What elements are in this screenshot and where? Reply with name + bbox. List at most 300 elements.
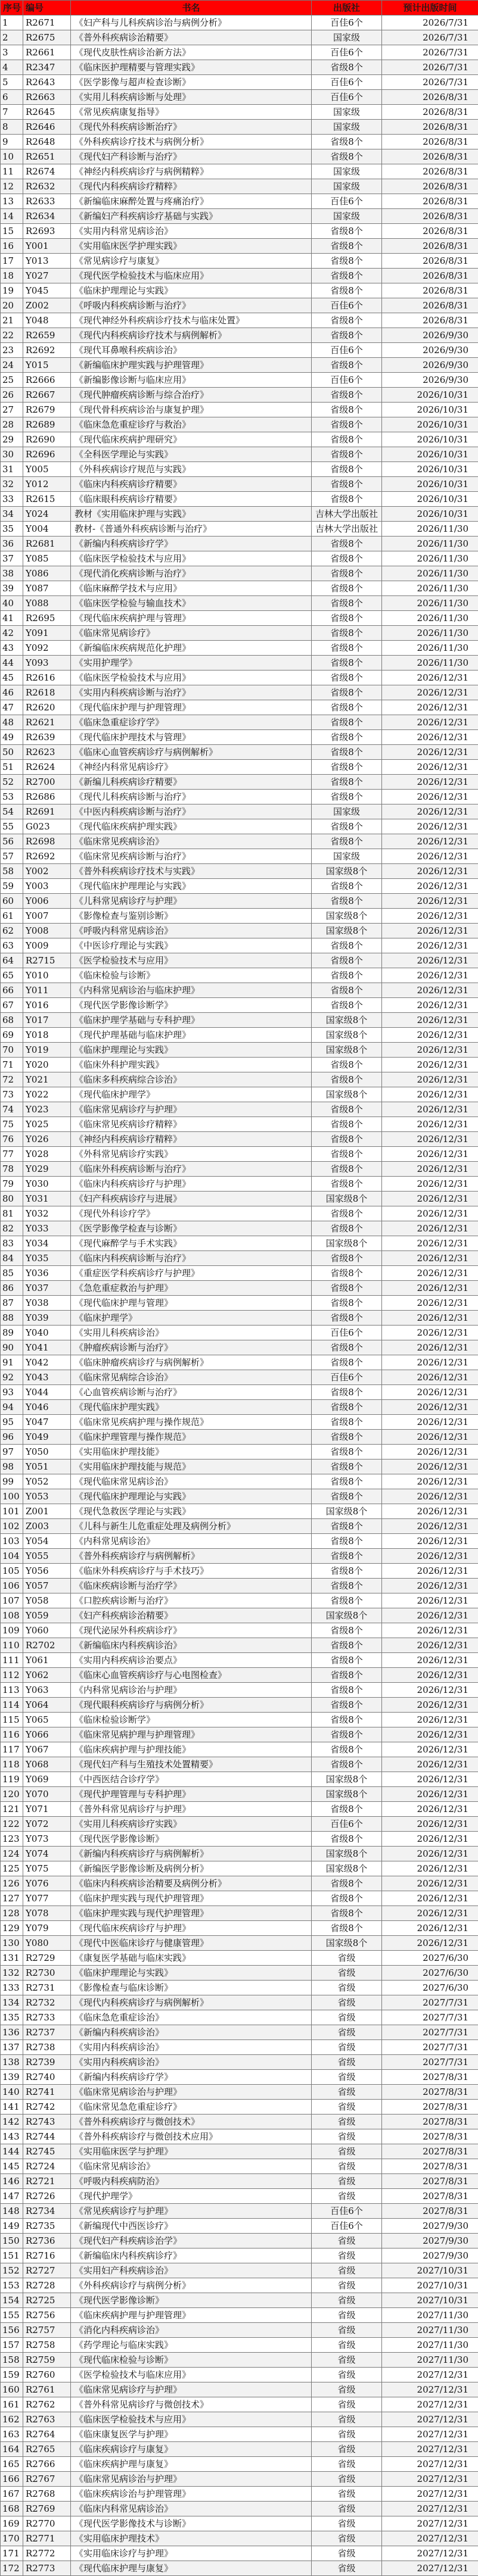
cell-publisher[interactable]: 省级 <box>312 2293 382 2308</box>
cell-code[interactable]: Y012 <box>23 477 71 492</box>
cell-no[interactable]: 167 <box>1 2487 23 2502</box>
cell-no[interactable]: 127 <box>1 1891 23 1906</box>
table-row[interactable] <box>1 1072 478 1087</box>
cell-title[interactable]: 《普外科疾病诊治精要》 <box>71 30 312 45</box>
cell-no[interactable]: 52 <box>1 775 23 790</box>
cell-publisher[interactable]: 省级 <box>312 2129 382 2144</box>
cell-code[interactable]: Y048 <box>23 313 71 328</box>
table-row[interactable] <box>1 775 478 790</box>
cell-code[interactable]: Y010 <box>23 968 71 983</box>
cell-no[interactable]: 18 <box>1 269 23 283</box>
cell-publisher[interactable]: 省级 <box>312 2546 382 2561</box>
table-row[interactable] <box>1 1445 478 1459</box>
cell-publisher[interactable]: 省级8个 <box>312 1876 382 1891</box>
table-row[interactable] <box>1 45 478 60</box>
table-row[interactable] <box>1 373 478 388</box>
cell-publisher[interactable]: 国家级 <box>312 804 382 819</box>
table-row[interactable] <box>1 2412 478 2427</box>
cell-publisher[interactable]: 省级8个 <box>312 1579 382 1593</box>
cell-date[interactable]: 2027/10/31 <box>382 2293 478 2308</box>
cell-publisher[interactable]: 省级8个 <box>312 879 382 894</box>
table-row[interactable] <box>1 358 478 373</box>
cell-publisher[interactable]: 省级 <box>312 1966 382 1981</box>
cell-no[interactable]: 137 <box>1 2040 23 2055</box>
table-row[interactable] <box>1 2248 478 2263</box>
cell-no[interactable]: 38 <box>1 566 23 581</box>
cell-publisher[interactable]: 省级8个 <box>312 358 382 373</box>
cell-no[interactable]: 171 <box>1 2546 23 2561</box>
cell-publisher[interactable]: 省级 <box>312 2412 382 2427</box>
table-row[interactable] <box>1 15 478 30</box>
cell-no[interactable]: 121 <box>1 1802 23 1817</box>
cell-title[interactable]: 《临床常见疾病诊断与治疗》 <box>71 849 312 864</box>
cell-title[interactable]: 《新编妇产科疾病诊疗基础与实践》 <box>71 209 312 224</box>
cell-no[interactable]: 69 <box>1 1028 23 1043</box>
cell-no[interactable]: 122 <box>1 1817 23 1832</box>
cell-title[interactable]: 《实用临床诊疗与护理》 <box>71 2546 312 2561</box>
cell-no[interactable]: 4 <box>1 60 23 75</box>
cell-title[interactable]: 《临床检验与诊断》 <box>71 968 312 983</box>
cell-publisher[interactable]: 省级8个 <box>312 656 382 670</box>
cell-publisher[interactable]: 省级8个 <box>312 1727 382 1742</box>
cell-code[interactable]: R2618 <box>23 685 71 700</box>
cell-code[interactable]: R2742 <box>23 2100 71 2115</box>
cell-code[interactable]: R2741 <box>23 2085 71 2100</box>
table-row[interactable] <box>1 998 478 1013</box>
table-row[interactable] <box>1 164 478 179</box>
cell-no[interactable]: 5 <box>1 75 23 90</box>
cell-date[interactable]: 2026/11/30 <box>382 537 478 551</box>
table-row[interactable] <box>1 1519 478 1534</box>
cell-date[interactable]: 2026/12/31 <box>382 983 478 998</box>
cell-no[interactable]: 124 <box>1 1847 23 1861</box>
cell-title[interactable]: 《新编影像诊断与临床应用》 <box>71 373 312 388</box>
cell-no[interactable]: 102 <box>1 1519 23 1534</box>
cell-code[interactable]: Y007 <box>23 909 71 924</box>
cell-no[interactable]: 76 <box>1 1132 23 1147</box>
cell-no[interactable]: 10 <box>1 149 23 164</box>
cell-date[interactable]: 2026/10/31 <box>382 507 478 522</box>
table-row[interactable] <box>1 1266 478 1281</box>
table-row[interactable] <box>1 90 478 105</box>
cell-code[interactable]: R2679 <box>23 403 71 417</box>
cell-title[interactable]: 《现代皮肤性病诊治新方法》 <box>71 45 312 60</box>
table-row[interactable] <box>1 953 478 968</box>
cell-title[interactable]: 《现代耳鼻喉科疾病诊治》 <box>71 343 312 358</box>
cell-no[interactable]: 63 <box>1 938 23 953</box>
cell-publisher[interactable]: 省级8个 <box>312 1400 382 1415</box>
cell-publisher[interactable]: 省级8个 <box>312 745 382 760</box>
cell-title[interactable]: 《妇产科与儿科疾病诊治与病例分析》 <box>71 15 312 30</box>
cell-title[interactable]: 《医学影像与超声检查诊断》 <box>71 75 312 90</box>
table-row[interactable] <box>1 2010 478 2025</box>
cell-date[interactable]: 2026/12/31 <box>382 938 478 953</box>
cell-date[interactable]: 2026/11/30 <box>382 596 478 611</box>
cell-title[interactable]: 《现代护理基础与临床护理》 <box>71 1028 312 1043</box>
cell-title[interactable]: 《临床护理学》 <box>71 1311 312 1326</box>
cell-no[interactable]: 135 <box>1 2010 23 2025</box>
cell-code[interactable]: R2692 <box>23 849 71 864</box>
cell-no[interactable]: 155 <box>1 2308 23 2323</box>
cell-title[interactable]: 《新编内科疾病诊治》 <box>71 2025 312 2040</box>
cell-no[interactable]: 51 <box>1 760 23 775</box>
cell-date[interactable]: 2026/12/31 <box>382 670 478 685</box>
table-row[interactable] <box>1 1534 478 1549</box>
table-row[interactable] <box>1 1772 478 1787</box>
cell-no[interactable]: 169 <box>1 2516 23 2531</box>
cell-publisher[interactable]: 省级8个 <box>312 388 382 403</box>
cell-date[interactable]: 2026/12/31 <box>382 1415 478 1430</box>
cell-code[interactable]: R2724 <box>23 2159 71 2174</box>
table-row[interactable] <box>1 1906 478 1921</box>
cell-title[interactable]: 《现代消化疾病诊断与治疗》 <box>71 566 312 581</box>
cell-publisher[interactable]: 省级8个 <box>312 1549 382 1564</box>
table-row[interactable] <box>1 1489 478 1504</box>
cell-publisher[interactable]: 省级8个 <box>312 1117 382 1132</box>
cell-date[interactable]: 2026/12/31 <box>382 1534 478 1549</box>
cell-publisher[interactable]: 省级8个 <box>312 1415 382 1430</box>
cell-code[interactable]: R2690 <box>23 432 71 447</box>
cell-no[interactable]: 92 <box>1 1370 23 1385</box>
cell-publisher[interactable]: 省级8个 <box>312 1311 382 1326</box>
cell-date[interactable]: 2027/7/31 <box>382 2055 478 2070</box>
cell-date[interactable]: 2026/12/31 <box>382 1281 478 1296</box>
cell-title[interactable]: 《医学影像学检查与诊断》 <box>71 1221 312 1236</box>
table-row[interactable] <box>1 670 478 685</box>
cell-date[interactable]: 2026/11/30 <box>382 566 478 581</box>
table-row[interactable] <box>1 2338 478 2353</box>
cell-date[interactable]: 2027/8/31 <box>382 2204 478 2219</box>
cell-code[interactable]: Y008 <box>23 924 71 938</box>
cell-title[interactable]: 《新编临床麻醉处置与疼痛治疗》 <box>71 194 312 209</box>
cell-publisher[interactable]: 省级 <box>312 2338 382 2353</box>
cell-title[interactable]: 《现代临床疾病护理与管理》 <box>71 611 312 626</box>
cell-title[interactable]: 《现代临床疾病护理实践》 <box>71 819 312 834</box>
cell-publisher[interactable]: 省级8个 <box>312 760 382 775</box>
cell-title[interactable]: 《医学检验技术与临床应用》 <box>71 2368 312 2382</box>
cell-publisher[interactable]: 国家级 <box>312 30 382 45</box>
cell-no[interactable]: 168 <box>1 2502 23 2516</box>
cell-date[interactable]: 2026/7/31 <box>382 75 478 90</box>
cell-code[interactable]: Y071 <box>23 1802 71 1817</box>
table-row[interactable] <box>1 1340 478 1355</box>
table-row[interactable] <box>1 1013 478 1028</box>
cell-title[interactable]: 《现代中医临床诊疗与健康管理》 <box>71 1936 312 1951</box>
cell-publisher[interactable]: 省级 <box>312 2025 382 2040</box>
cell-date[interactable]: 2026/12/31 <box>382 745 478 760</box>
cell-code[interactable]: Y017 <box>23 1013 71 1028</box>
cell-publisher[interactable]: 省级8个 <box>312 1177 382 1192</box>
cell-publisher[interactable]: 省级 <box>312 2487 382 2502</box>
cell-no[interactable]: 91 <box>1 1355 23 1370</box>
table-row[interactable] <box>1 403 478 417</box>
cell-publisher[interactable]: 省级8个 <box>312 700 382 715</box>
cell-code[interactable]: R2621 <box>23 715 71 730</box>
cell-title[interactable]: 《神经内科常见病诊疗》 <box>71 760 312 775</box>
cell-no[interactable]: 64 <box>1 953 23 968</box>
cell-date[interactable]: 2026/11/30 <box>382 522 478 537</box>
table-row[interactable] <box>1 1981 478 1995</box>
cell-title[interactable]: 《现代泌尿外科疾病诊疗》 <box>71 1623 312 1638</box>
cell-publisher[interactable]: 省级8个 <box>312 1638 382 1653</box>
cell-publisher[interactable]: 省级8个 <box>312 566 382 581</box>
cell-publisher[interactable]: 省级8个 <box>312 1459 382 1474</box>
cell-date[interactable]: 2027/6/30 <box>382 1981 478 1995</box>
cell-code[interactable]: Y026 <box>23 1132 71 1147</box>
cell-code[interactable]: Y066 <box>23 1727 71 1742</box>
cell-date[interactable]: 2027/12/31 <box>382 2472 478 2487</box>
cell-code[interactable]: Y064 <box>23 1698 71 1713</box>
cell-no[interactable]: 107 <box>1 1593 23 1608</box>
cell-date[interactable]: 2026/12/31 <box>382 1579 478 1593</box>
cell-publisher[interactable]: 百佳6个 <box>312 194 382 209</box>
cell-no[interactable]: 59 <box>1 879 23 894</box>
cell-title[interactable]: 《现代神经外科疾病诊疗技术与临床处置》 <box>71 313 312 328</box>
cell-code[interactable]: Y080 <box>23 1936 71 1951</box>
cell-publisher[interactable]: 百佳6个 <box>312 75 382 90</box>
cell-date[interactable]: 2026/12/31 <box>382 790 478 804</box>
cell-date[interactable]: 2027/6/30 <box>382 1951 478 1966</box>
table-row[interactable] <box>1 2516 478 2531</box>
cell-no[interactable]: 16 <box>1 239 23 254</box>
cell-code[interactable]: R2643 <box>23 75 71 90</box>
table-row[interactable] <box>1 1593 478 1608</box>
cell-code[interactable]: Y035 <box>23 1251 71 1266</box>
cell-title[interactable]: 《呼吸内科常见病诊治》 <box>71 924 312 938</box>
cell-date[interactable]: 2027/7/31 <box>382 2040 478 2055</box>
table-row[interactable] <box>1 745 478 760</box>
cell-publisher[interactable]: 省级8个 <box>312 1921 382 1936</box>
cell-date[interactable]: 2026/12/31 <box>382 1251 478 1266</box>
cell-date[interactable]: 2026/12/31 <box>382 819 478 834</box>
cell-title[interactable]: 《妇产科疾病诊疗与进展》 <box>71 1192 312 1206</box>
cell-title[interactable]: 《实用内科疾病诊断与治疗》 <box>71 685 312 700</box>
cell-title[interactable]: 《临床急危重症诊治》 <box>71 2010 312 2025</box>
cell-publisher[interactable]: 省级8个 <box>312 1385 382 1400</box>
cell-date[interactable]: 2027/6/30 <box>382 1966 478 1981</box>
cell-publisher[interactable]: 省级8个 <box>312 239 382 254</box>
cell-title[interactable]: 《临床疾病护理与护理技能》 <box>71 1742 312 1757</box>
cell-code[interactable]: R2738 <box>23 2040 71 2055</box>
cell-title[interactable]: 《临床医护理精要与管理实践》 <box>71 60 312 75</box>
cell-date[interactable]: 2027/8/31 <box>382 2070 478 2085</box>
table-row[interactable] <box>1 1132 478 1147</box>
cell-code[interactable]: Y034 <box>23 1236 71 1251</box>
cell-title[interactable]: 《现代妇产科诊断与治疗》 <box>71 149 312 164</box>
cell-publisher[interactable]: 省级8个 <box>312 551 382 566</box>
table-row[interactable] <box>1 2397 478 2412</box>
cell-publisher[interactable]: 省级8个 <box>312 968 382 983</box>
cell-date[interactable]: 2027/7/31 <box>382 2010 478 2025</box>
cell-publisher[interactable]: 国家级8个 <box>312 1013 382 1028</box>
cell-no[interactable]: 126 <box>1 1876 23 1891</box>
cell-no[interactable]: 48 <box>1 715 23 730</box>
cell-code[interactable]: R2730 <box>23 1966 71 1981</box>
cell-date[interactable]: 2027/10/31 <box>382 2263 478 2278</box>
cell-no[interactable]: 97 <box>1 1445 23 1459</box>
cell-code[interactable]: Y050 <box>23 1445 71 1459</box>
table-row[interactable] <box>1 120 478 135</box>
cell-publisher[interactable]: 省级8个 <box>312 1058 382 1072</box>
table-row[interactable] <box>1 75 478 90</box>
cell-date[interactable]: 2027/12/31 <box>382 2368 478 2382</box>
cell-code[interactable]: Y070 <box>23 1787 71 1802</box>
cell-title[interactable]: 《现代内科疾病诊疗与病例解析》 <box>71 1995 312 2010</box>
cell-date[interactable]: 2027/12/31 <box>382 2516 478 2531</box>
cell-publisher[interactable]: 省级8个 <box>312 819 382 834</box>
cell-code[interactable]: R2767 <box>23 2472 71 2487</box>
cell-publisher[interactable]: 国家级 <box>312 209 382 224</box>
table-row[interactable] <box>1 1668 478 1683</box>
cell-title[interactable]: 《实用临床护理技能》 <box>71 1445 312 1459</box>
cell-code[interactable]: Y068 <box>23 1757 71 1772</box>
cell-code[interactable]: Y073 <box>23 1832 71 1847</box>
cell-date[interactable]: 2026/12/31 <box>382 1072 478 1087</box>
cell-no[interactable]: 39 <box>1 581 23 596</box>
cell-date[interactable]: 2026/11/30 <box>382 656 478 670</box>
cell-date[interactable]: 2026/9/30 <box>382 328 478 343</box>
cell-date[interactable]: 2027/12/31 <box>382 2546 478 2561</box>
cell-code[interactable]: Y023 <box>23 1102 71 1117</box>
cell-publisher[interactable]: 省级8个 <box>312 894 382 909</box>
cell-no[interactable]: 156 <box>1 2323 23 2338</box>
cell-title[interactable]: 《内科常见病诊治》 <box>71 1534 312 1549</box>
cell-date[interactable]: 2027/12/31 <box>382 2502 478 2516</box>
cell-publisher[interactable]: 国家级8个 <box>312 1192 382 1206</box>
cell-publisher[interactable]: 省级8个 <box>312 1221 382 1236</box>
cell-code[interactable]: Y060 <box>23 1623 71 1638</box>
cell-no[interactable]: 151 <box>1 2248 23 2263</box>
cell-no[interactable]: 105 <box>1 1564 23 1579</box>
cell-title[interactable]: 《影像检查与鉴别诊断》 <box>71 909 312 924</box>
cell-publisher[interactable]: 省级8个 <box>312 775 382 790</box>
cell-title[interactable]: 《现代医学影像技术与诊断》 <box>71 2516 312 2531</box>
table-row[interactable] <box>1 2204 478 2219</box>
cell-code[interactable]: Y067 <box>23 1742 71 1757</box>
cell-publisher[interactable]: 省级 <box>312 2561 382 2576</box>
cell-date[interactable]: 2027/8/31 <box>382 2129 478 2144</box>
cell-publisher[interactable]: 省级 <box>312 2427 382 2442</box>
cell-title[interactable]: 《重症医学科疾病诊疗与护理》 <box>71 1266 312 1281</box>
cell-date[interactable]: 2026/12/31 <box>382 1162 478 1177</box>
cell-publisher[interactable]: 省级8个 <box>312 953 382 968</box>
cell-date[interactable]: 2026/12/31 <box>382 1147 478 1162</box>
cell-no[interactable]: 163 <box>1 2427 23 2442</box>
cell-code[interactable]: R2702 <box>23 1638 71 1653</box>
cell-date[interactable]: 2026/12/31 <box>382 1102 478 1117</box>
cell-publisher[interactable]: 省级8个 <box>312 447 382 462</box>
cell-date[interactable]: 2026/12/31 <box>382 1058 478 1072</box>
table-row[interactable] <box>1 2055 478 2070</box>
cell-no[interactable]: 30 <box>1 447 23 462</box>
cell-publisher[interactable]: 省级8个 <box>312 537 382 551</box>
header-publisher[interactable]: 出版社 <box>312 1 382 15</box>
cell-title[interactable]: 《临床医学检验技术与应用》 <box>71 551 312 566</box>
cell-code[interactable]: Y075 <box>23 1861 71 1876</box>
cell-publisher[interactable]: 国家级8个 <box>312 1236 382 1251</box>
cell-date[interactable]: 2026/10/31 <box>382 388 478 403</box>
cell-publisher[interactable]: 省级 <box>312 2472 382 2487</box>
cell-title[interactable]: 《临床疾病诊断与治疗学》 <box>71 1579 312 1593</box>
table-row[interactable] <box>1 819 478 834</box>
cell-code[interactable]: Y078 <box>23 1906 71 1921</box>
cell-date[interactable]: 2026/12/31 <box>382 1683 478 1698</box>
cell-publisher[interactable]: 国家级 <box>312 120 382 135</box>
cell-date[interactable]: 2026/12/31 <box>382 1400 478 1415</box>
table-row[interactable] <box>1 879 478 894</box>
cell-title[interactable]: 《临床常见急危重症诊疗》 <box>71 2100 312 2115</box>
cell-title[interactable]: 《外科常见病诊疗实践》 <box>71 1147 312 1162</box>
cell-date[interactable]: 2026/8/31 <box>382 135 478 149</box>
cell-no[interactable]: 56 <box>1 834 23 849</box>
table-row[interactable] <box>1 2040 478 2055</box>
cell-no[interactable]: 130 <box>1 1936 23 1951</box>
cell-title[interactable]: 《临床麻醉学技术与应用》 <box>71 581 312 596</box>
cell-publisher[interactable]: 省级8个 <box>312 1206 382 1221</box>
cell-code[interactable]: Y016 <box>23 998 71 1013</box>
cell-code[interactable]: R2686 <box>23 790 71 804</box>
cell-publisher[interactable]: 省级8个 <box>312 1266 382 1281</box>
cell-no[interactable]: 112 <box>1 1668 23 1683</box>
cell-no[interactable]: 110 <box>1 1638 23 1653</box>
table-row[interactable] <box>1 1802 478 1817</box>
cell-no[interactable]: 145 <box>1 2159 23 2174</box>
table-row[interactable] <box>1 2085 478 2100</box>
cell-no[interactable]: 9 <box>1 135 23 149</box>
cell-no[interactable]: 138 <box>1 2055 23 2070</box>
cell-code[interactable]: Y036 <box>23 1266 71 1281</box>
cell-publisher[interactable]: 省级8个 <box>312 1519 382 1534</box>
cell-code[interactable]: Y077 <box>23 1891 71 1906</box>
cell-code[interactable]: Y028 <box>23 1147 71 1162</box>
cell-title[interactable]: 《新编医学影像诊断及病例分析》 <box>71 1861 312 1876</box>
cell-publisher[interactable]: 省级8个 <box>312 1653 382 1668</box>
cell-date[interactable]: 2026/12/31 <box>382 849 478 864</box>
cell-title[interactable]: 《实用临床护理技术》 <box>71 2531 312 2546</box>
cell-no[interactable]: 31 <box>1 462 23 477</box>
table-row[interactable] <box>1 1921 478 1936</box>
cell-title[interactable]: 《临床护理实践与现代护理管理》 <box>71 1906 312 1921</box>
cell-code[interactable]: R2762 <box>23 2397 71 2412</box>
cell-code[interactable]: R2731 <box>23 1981 71 1995</box>
table-row[interactable] <box>1 2427 478 2442</box>
cell-title[interactable]: 《临床疾病护理与康复》 <box>71 2457 312 2472</box>
table-row[interactable] <box>1 1206 478 1221</box>
cell-code[interactable]: R2623 <box>23 745 71 760</box>
cell-no[interactable]: 27 <box>1 403 23 417</box>
cell-title[interactable]: 《临床常见病诊疗与护理》 <box>71 2382 312 2397</box>
cell-date[interactable]: 2026/12/31 <box>382 1564 478 1579</box>
cell-title[interactable]: 《临床疾病诊疗与康复》 <box>71 2442 312 2457</box>
table-row[interactable] <box>1 983 478 998</box>
cell-code[interactable]: R2759 <box>23 2353 71 2368</box>
cell-date[interactable]: 2026/9/30 <box>382 343 478 358</box>
cell-title[interactable]: 《临床外科疾病诊断与治疗》 <box>71 1162 312 1177</box>
cell-title[interactable]: 《现代临床护理理论与实践》 <box>71 879 312 894</box>
table-row[interactable] <box>1 60 478 75</box>
cell-title[interactable]: 《临床疾病诊治与护理管理》 <box>71 2487 312 2502</box>
cell-no[interactable]: 55 <box>1 819 23 834</box>
table-row[interactable] <box>1 1504 478 1519</box>
cell-publisher[interactable]: 省级8个 <box>312 283 382 298</box>
cell-code[interactable]: R2735 <box>23 2219 71 2234</box>
cell-code[interactable]: R2689 <box>23 417 71 432</box>
cell-no[interactable]: 113 <box>1 1683 23 1698</box>
cell-date[interactable]: 2026/11/30 <box>382 611 478 626</box>
cell-title[interactable]: 《普外科常见病诊疗与微创技术》 <box>71 2397 312 2412</box>
cell-code[interactable]: Y003 <box>23 879 71 894</box>
cell-no[interactable]: 28 <box>1 417 23 432</box>
